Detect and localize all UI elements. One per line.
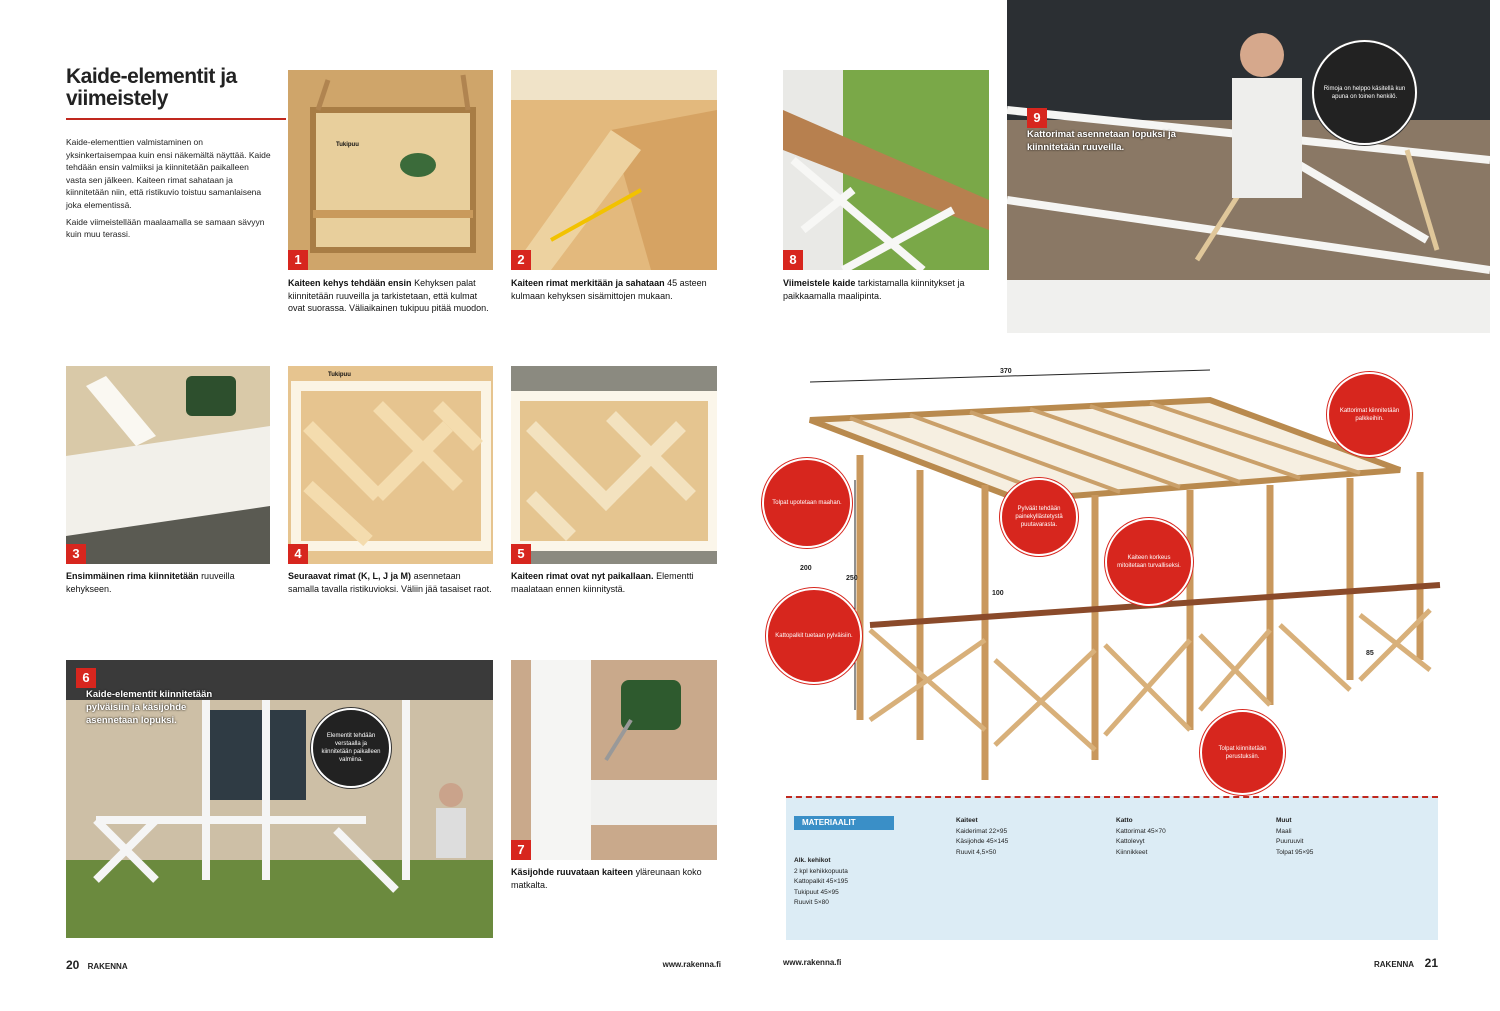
materials-col-1-head: Alk. kehikot xyxy=(794,857,831,864)
materials-tag: MATERIAALIT xyxy=(794,816,894,830)
caption-step-8 xyxy=(783,277,993,302)
caption-step-1 xyxy=(288,277,493,315)
diagram-callout-2: Tolpat upotetaan maahan. xyxy=(762,458,852,548)
materials-line: Maali xyxy=(1276,827,1292,835)
intro-paragraph-1: Kaide-elementtien valmistaminen on yksinkertaisempaa kuin ensi näkemältä näyttää. Kaide tehdään ensin valmiiksi ja kiinnitetään paikalleen vasta sen jälkeen. Kaiteen rimat sahataan ja kiinnitetään niin, että ristikuvio toistuu samanlaisena joka elementissä. xyxy=(66,137,271,210)
intro-text xyxy=(66,136,271,245)
materials-col-3-head: Katto xyxy=(1116,817,1133,824)
materials-line: Ruuvit 4,5×50 xyxy=(956,848,997,856)
step-number-6: 6 xyxy=(76,668,96,688)
step-number-4: 4 xyxy=(288,544,308,564)
materials-col-4-head: Muut xyxy=(1276,817,1292,824)
materials-col-2-head: Kaiteet xyxy=(956,817,978,824)
left-footer xyxy=(66,958,721,972)
materials-col-3 xyxy=(1116,816,1266,858)
photo-step-7 xyxy=(511,660,717,860)
materials-line: Kattopalkit 45×195 xyxy=(794,878,849,885)
materials-line: Kiinnikkeet xyxy=(1116,848,1148,856)
caption-step-5-text: Elementti maalataan ennen kiinnitystä. xyxy=(511,571,694,594)
dim-rail-1: 100 xyxy=(992,590,1004,597)
diagram-callout-6: Tolpat kiinnitetään perustuksiin. xyxy=(1200,710,1285,795)
step-number-8: 8 xyxy=(783,250,803,270)
materials-box xyxy=(786,796,1438,940)
right-folio: 21 xyxy=(1424,956,1438,970)
materials-line: Tukipuut 45×95 xyxy=(794,888,839,896)
materials-col-1 xyxy=(794,856,944,909)
caption-step-4-text: asennetaan samalla tavalla ristikuvioksi. Väliin jää tasaiset raot. xyxy=(288,571,492,594)
caption-step-5-bold: Kaiteen rimat ovat nyt paikallaan. xyxy=(511,571,654,581)
photo9-overlay-text: Kattorimat asennetaan lopuksi ja kiinnitetään ruuveilla. xyxy=(1027,129,1176,153)
step-number-2: 2 xyxy=(511,250,531,270)
photo-step-9 xyxy=(1007,0,1490,333)
left-footer-url: www.rakenna.fi xyxy=(662,960,721,969)
caption-step-5 xyxy=(511,570,717,595)
diagram-callout-3: Pylväät tehdään painekyllästetystä puutavarasta. xyxy=(1000,478,1078,556)
photo-step-6 xyxy=(66,660,493,938)
materials-line: 2 kpl kehikkopuuta xyxy=(794,867,848,875)
caption-step-4-bold: Seuraavat rimat (K, L, J ja M) xyxy=(288,571,412,581)
photo-step-4 xyxy=(288,366,493,564)
materials-line: Kattorimat 45×70 xyxy=(1116,827,1166,835)
step-number-1: 1 xyxy=(288,250,308,270)
caption-step-7-text: yläreunaan koko matkalta. xyxy=(511,867,702,890)
step-number-3: 3 xyxy=(66,544,86,564)
step-number-9: 9 xyxy=(1027,108,1047,128)
left-folio: 20 xyxy=(66,958,80,972)
caption-step-4 xyxy=(288,570,493,595)
diagram-callout-1: Kattorimat kiinnitetään palkkeihin. xyxy=(1327,372,1412,457)
caption-step-3-bold: Ensimmäinen rima kiinnitetään xyxy=(66,571,199,581)
left-footer-brand: RAKENNA xyxy=(87,962,128,971)
step-number-7: 7 xyxy=(511,840,531,860)
caption-step-3-text: ruuveilla kehykseen. xyxy=(66,571,235,594)
caption-step-2 xyxy=(511,277,717,302)
materials-line: Tolpat 95×95 xyxy=(1276,848,1314,856)
caption-step-2-text: 45 asteen kulmaan kehyksen sisämittojen mukaan. xyxy=(511,278,707,301)
caption-step-7 xyxy=(511,866,717,891)
right-footer-brand: RAKENNA xyxy=(1374,960,1414,969)
intro-paragraph-2: Kaide viimeistellään maalaamalla se samaan sävyyn kuin muu terassi. xyxy=(66,216,265,240)
dim-height-1: 200 xyxy=(800,565,812,572)
dim-width: 370 xyxy=(1000,368,1012,375)
right-footer xyxy=(783,956,1438,970)
photo6-overlay-text: Kaide-elementit kiinnitetään pylväisiin ja käsijohde asennetaan lopuksi. xyxy=(86,689,213,726)
materials-line: Käsijohde 45×145 xyxy=(956,838,1009,845)
caption-step-2-bold: Kaiteen rimat merkitään ja sahataan xyxy=(511,278,665,288)
photo-step-8 xyxy=(783,70,989,270)
caption-step-8-text: tarkistamalla kiinnitykset ja paikkaamalla maalipinta. xyxy=(783,278,965,301)
heading-rule xyxy=(66,118,286,120)
photo-step-5 xyxy=(511,366,717,564)
caption-step-7-bold: Käsijohde ruuvataan kaiteen xyxy=(511,867,634,877)
diagram-callout-4: Kaiteen korkeus mitoitetaan turvalliseksi. xyxy=(1105,518,1193,606)
materials-line: Kaiderimat 22×95 xyxy=(956,827,1008,835)
step-number-5: 5 xyxy=(511,544,531,564)
materials-line: Puuruuvit xyxy=(1276,838,1304,845)
dim-rail-2: 85 xyxy=(1366,650,1374,657)
photo-step-1 xyxy=(288,70,493,270)
caption-step-1-text: Kehyksen palat kiinnitetään ruuveilla ja tarkistetaan, että kulmat ovat suorassa. Väliaikainen tukipuu pitää muodon. xyxy=(288,278,489,313)
caption-step-1-bold: Kaiteen kehys tehdään ensin xyxy=(288,278,412,288)
photo-step-3 xyxy=(66,366,270,564)
materials-col-4 xyxy=(1276,816,1426,858)
materials-line: Kattolevyt xyxy=(1116,838,1145,845)
materials-col-2 xyxy=(956,816,1106,858)
dim-height-2: 250 xyxy=(846,575,858,582)
right-footer-url: www.rakenna.fi xyxy=(783,958,842,967)
caption-step-8-bold: Viimeistele kaide xyxy=(783,278,856,288)
photo9-callout-bubble: Rimoja on helppo käsitellä kun apuna on toinen henkilö. xyxy=(1312,40,1417,145)
materials-line: Ruuvit 5×80 xyxy=(794,899,829,906)
photo-step-2 xyxy=(511,70,717,270)
page-heading: Kaide-elementit ja viimeistely xyxy=(66,65,237,110)
photo-label-tukipuu-2: Tukipuu xyxy=(328,372,351,378)
photo-label-tukipuu: Tukipuu xyxy=(336,142,359,148)
photo6-callout-bubble: Elementit tehdään verstaalla ja kiinnitetään paikalleen valmiina. xyxy=(311,708,391,788)
diagram-callout-5: Kattopalkit tuetaan pylväisiin. xyxy=(766,588,862,684)
caption-step-3 xyxy=(66,570,270,595)
